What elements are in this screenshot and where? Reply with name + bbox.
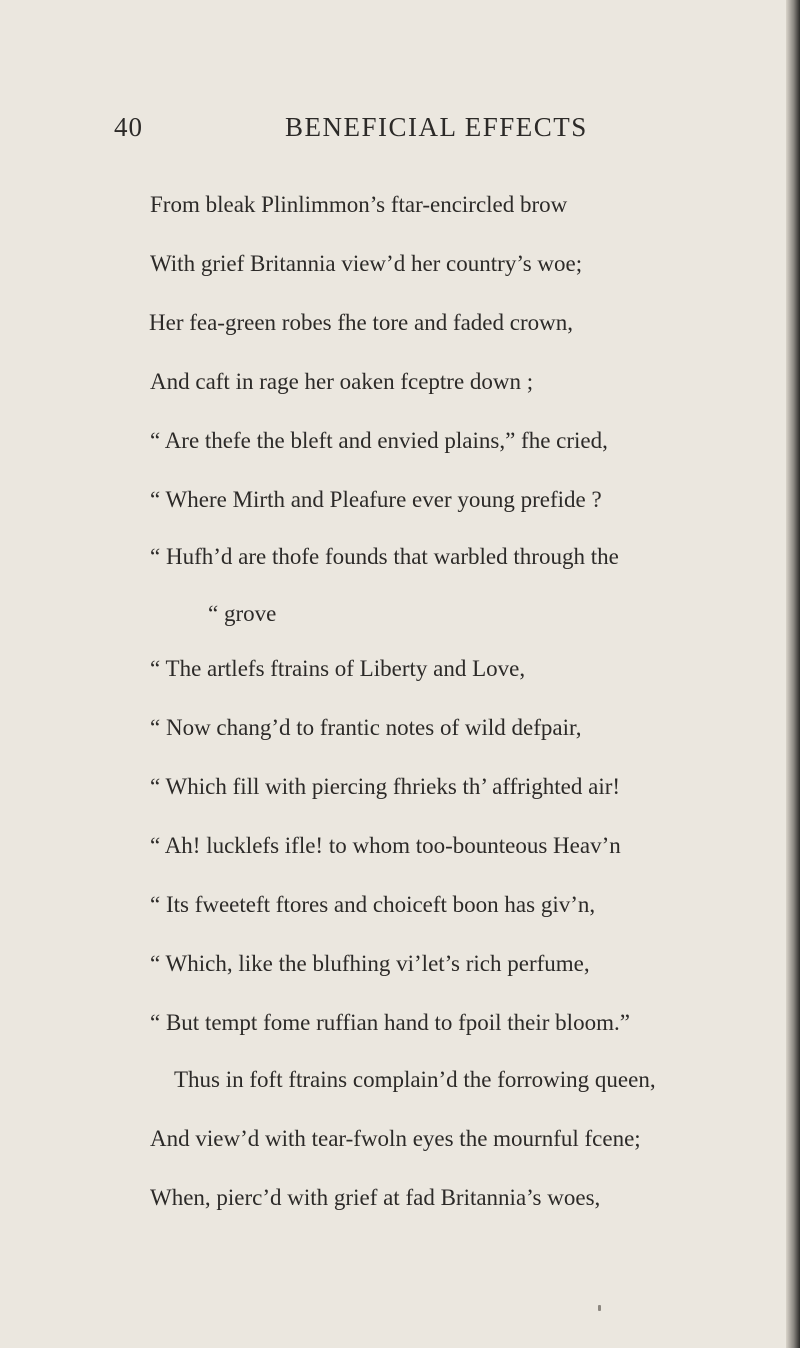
poem-line: Her fea-green robes fhe tore and faded crown, xyxy=(149,310,573,335)
poem-line: “ Its fweeteft ftores and choiceft boon has giv’n, xyxy=(150,892,596,917)
poem-line: And caft in rage her oaken fceptre down ; xyxy=(150,369,534,394)
poem-line: “ Now chang’d to frantic notes of wild defpair, xyxy=(150,715,582,740)
poem-line: Thus in foft ftrains complain’d the forrowing queen, xyxy=(174,1067,656,1092)
poem-line: “ Ah! lucklefs ifle! to whom too-bounteous Heav’n xyxy=(150,833,621,858)
poem-line: “ Which fill with piercing fhrieks th’ affrighted air! xyxy=(150,774,621,799)
poem-line: With grief Britannia view’d her country’s woe; xyxy=(150,251,583,276)
poem-line: “ The artlefs ftrains of Liberty and Love, xyxy=(150,656,526,681)
poem-line: “ Hufh’d are thofe founds that warbled through the xyxy=(150,544,619,569)
ink-speck xyxy=(598,1305,601,1311)
poem-line: And view’d with tear-fwoln eyes the mournful fcene; xyxy=(150,1126,641,1151)
poem-line: “ Are thefe the bleft and envied plains,” fhe cried, xyxy=(150,428,608,453)
poem-line: “ Where Mirth and Pleafure ever young prefide ? xyxy=(150,487,602,512)
poem-line: When, pierc’d with grief at fad Britannia’s woes, xyxy=(150,1185,601,1210)
page-number: 40 xyxy=(114,112,143,142)
poem-line: “ But tempt fome ruffian hand to fpoil their bloom.” xyxy=(150,1010,630,1035)
poem-line: “ grove xyxy=(208,601,277,626)
poem-line: From bleak Plinlimmon’s ftar-encircled brow xyxy=(150,192,568,217)
running-head: BENEFICIAL EFFECTS xyxy=(285,112,588,142)
poem-line: “ Which, like the blufhing vi’let’s rich perfume, xyxy=(150,951,590,976)
